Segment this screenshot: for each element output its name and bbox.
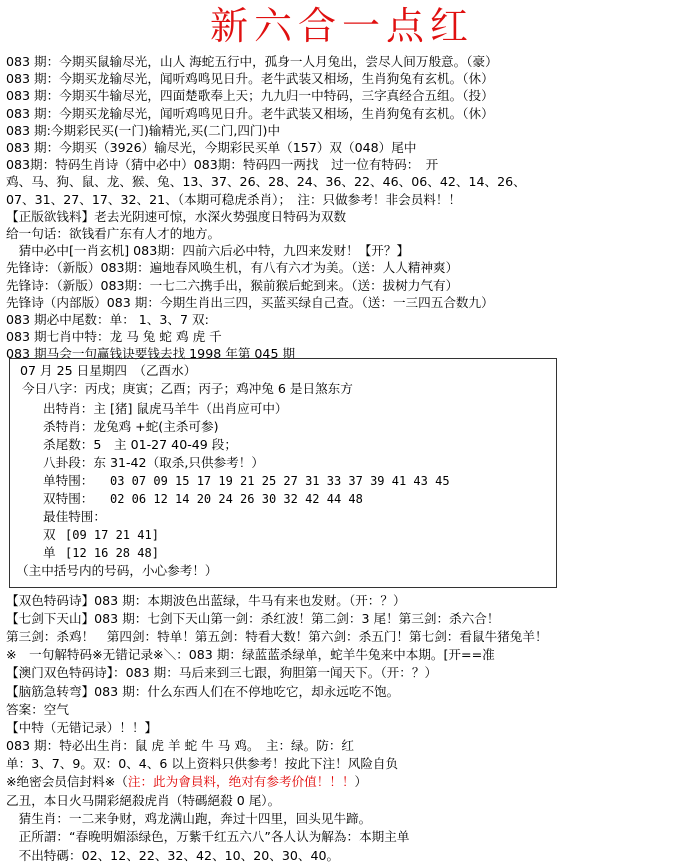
top-lines-line: 083 期马会一句赢钱诀要钱去找 1998 年第 045 期 <box>6 346 296 362</box>
vip-prefix: ※绝密会员信封料※（ <box>6 774 128 789</box>
final-lines-line: 正所謂：“春晚明媚添绿色，万紫千红五六八”各人认为解為：本期主单 <box>6 829 410 845</box>
box-date: 07 月 25 日星期四 （乙酉水） <box>20 363 197 378</box>
top-lines-line: 先锋诗：（新版）083期：遍地春风唤生机，有八有六才为美。（送：人人精神爽） <box>6 260 459 276</box>
page-title: 新六合一点红 <box>209 4 474 48</box>
top-lines-line: 083 期:今期彩民买(一门)输精光,买(二门,四门)中 <box>6 122 281 138</box>
vip-suffix: ） <box>354 774 368 789</box>
best-shuang-numbers: [09 17 21 41] <box>65 528 159 542</box>
top-lines-line: 083 期七肖中特：龙 马 兔 蛇 鸡 虎 千 <box>6 329 222 345</box>
final-lines-line: 不出特碼：02、12、22、32、42、10、20、30、40。 <box>6 847 340 863</box>
final-lines-line: 猜生肖：一二来争财，鸡龙满山跑，奔过十四里，回头见牛蹄。 <box>6 811 372 827</box>
best-shuang-label: 双 <box>43 527 56 542</box>
top-lines-line: 083期：特码生肖诗（猜中必中）083期：特码四一两找 过一位有特码： 开 <box>6 157 439 173</box>
bottom-lines-line: ※ 一句解特码※无错记录※＼：083 期：绿蓝蓝杀绿单，蛇羊牛兔来中本期。[开==准 <box>6 647 495 663</box>
bottom-lines-line: 【中特（无错记录）！！】 <box>6 719 158 735</box>
box-bagua: 八卦段：东 31-42（取杀,只供参考！） <box>43 455 264 470</box>
box-chute: 出特肖：主 [猪] 鼠虎马羊牛（出肖应可中） <box>43 401 288 416</box>
vip-line <box>6 773 367 791</box>
top-lines-line: 083 期：今期买（3926）输尽光，今期彩民买单（157）双（048）尾中 <box>6 140 417 155</box>
bottom-lines-line: 第三剑：杀鸡！ 第四剑：特单！第五剑：特看大数！第六剑：杀五门！第七剑：看鼠牛猪兔羊！ <box>6 629 548 645</box>
vip-highlight: 注：此为會員料，绝对有参考价值！！！ <box>127 774 355 789</box>
box-note: （主中括号内的号码，小心参考！） <box>16 563 218 578</box>
top-lines-line: 猜中必中[一肖玄机] 083期：四前六后必中特，九四来发财！【开？】 <box>6 243 410 259</box>
bottom-lines-line: 答案：空气 <box>6 701 69 717</box>
dan-label: 单特围： <box>43 473 94 488</box>
box-bazi: 今日八字：丙戌；庚寅；乙酉；丙子；鸡冲兔 6 是日煞东方 <box>22 381 353 396</box>
dan-numbers: 03 07 09 15 17 19 21 25 27 31 33 37 39 41 43 45 <box>110 474 450 488</box>
best-label: 最佳特围： <box>43 509 106 524</box>
shuang-label: 双特围： <box>43 491 94 506</box>
best-dan-numbers: [12 16 28 48] <box>65 546 159 560</box>
bottom-lines-line: 083 期：特必出生肖：鼠 虎 羊 蛇 牛 马 鸡。 主：绿。防：红 <box>6 737 355 753</box>
shuang-numbers: 02 06 12 14 20 24 26 30 32 42 44 48 <box>110 492 363 506</box>
top-lines-line: 083 期：今期买牛输尽光，四面楚歌奉上天；九九归一中特码，三字真经合五组。（投） <box>6 88 494 104</box>
final-lines-line: 乙丑，本日火马開彩絕殺虎肖（特碼絕殺 0 尾）。 <box>6 793 281 808</box>
bottom-lines-line: 【澳门双色特码诗】：083 期：马后来到三七跟，狗胆第一闻天下。（开：？） <box>6 665 438 681</box>
top-lines-line: 07、31、27、17、32、21、（本期可稳虎杀肖）； 注：只做参考！非会员料！！ <box>6 191 462 207</box>
bottom-lines-line: 【脑筋急转弯】083 期：什么东西人们在不停地吃它，却永远吃不饱。 <box>6 683 400 699</box>
bottom-lines-line: 【七剑下天山】083 期：七剑下天山第一剑：杀红波！第二剑：3 尾！第三剑：杀六合！ <box>6 611 500 627</box>
top-lines-line: 先锋诗：（新版）083期：一七二六携手出，猴前猴后蛇到来。（送：拔树力气有） <box>6 277 459 293</box>
daily-info-box <box>9 358 557 588</box>
top-lines-line: 先锋诗（内部版）083 期：今期生肖出三四，买蓝买绿自己查。（送：一三四五合数九） <box>6 294 494 310</box>
box-shawei: 杀尾数：5 主 01-27 40-49 段； <box>43 437 237 452</box>
top-lines-line: 083 期：今期买龙输尽光，闻听鸡鸣见日升。老牛武装又相场，生肖狗兔有玄机。（休） <box>6 105 494 121</box>
top-lines-line: 【正版欲钱料】老去光阴速可惊，水深火势强度日特码为双数 <box>6 208 347 224</box>
top-lines-line: 083 期：今期买鼠输尽光，山人 海蛇五行中，孤身一人月兔出，尝尽人间万般意。（豪） <box>6 54 498 69</box>
top-lines-line: 083 期：今期买龙输尽光，闻听鸡鸣见日升。老牛武装又相场，生肖狗兔有玄机。（休） <box>6 71 494 87</box>
top-lines-line: 083 期必中尾数：单： 1、3、7 双: <box>6 312 209 327</box>
top-lines-line: 给一句话：欲钱看广东有人才的地方。 <box>6 226 221 241</box>
bottom-lines-line: 【双色特码诗】083 期：本期波色出蓝绿，牛马有来也发财。（开：？） <box>6 593 406 608</box>
bottom-lines-line: 单：3、7、9。双：0、4、6 以上资料只供参考！按此下注！风险自负 <box>6 755 399 771</box>
box-shate: 杀特肖：龙兔鸡 +蛇(主杀可参) <box>43 419 219 434</box>
best-dan-label: 单 <box>43 545 56 560</box>
top-lines-line: 鸡、马、狗、鼠、龙、猴、兔、13、37、26、28、24、36、22、46、06、42、14、26、 <box>6 174 526 190</box>
